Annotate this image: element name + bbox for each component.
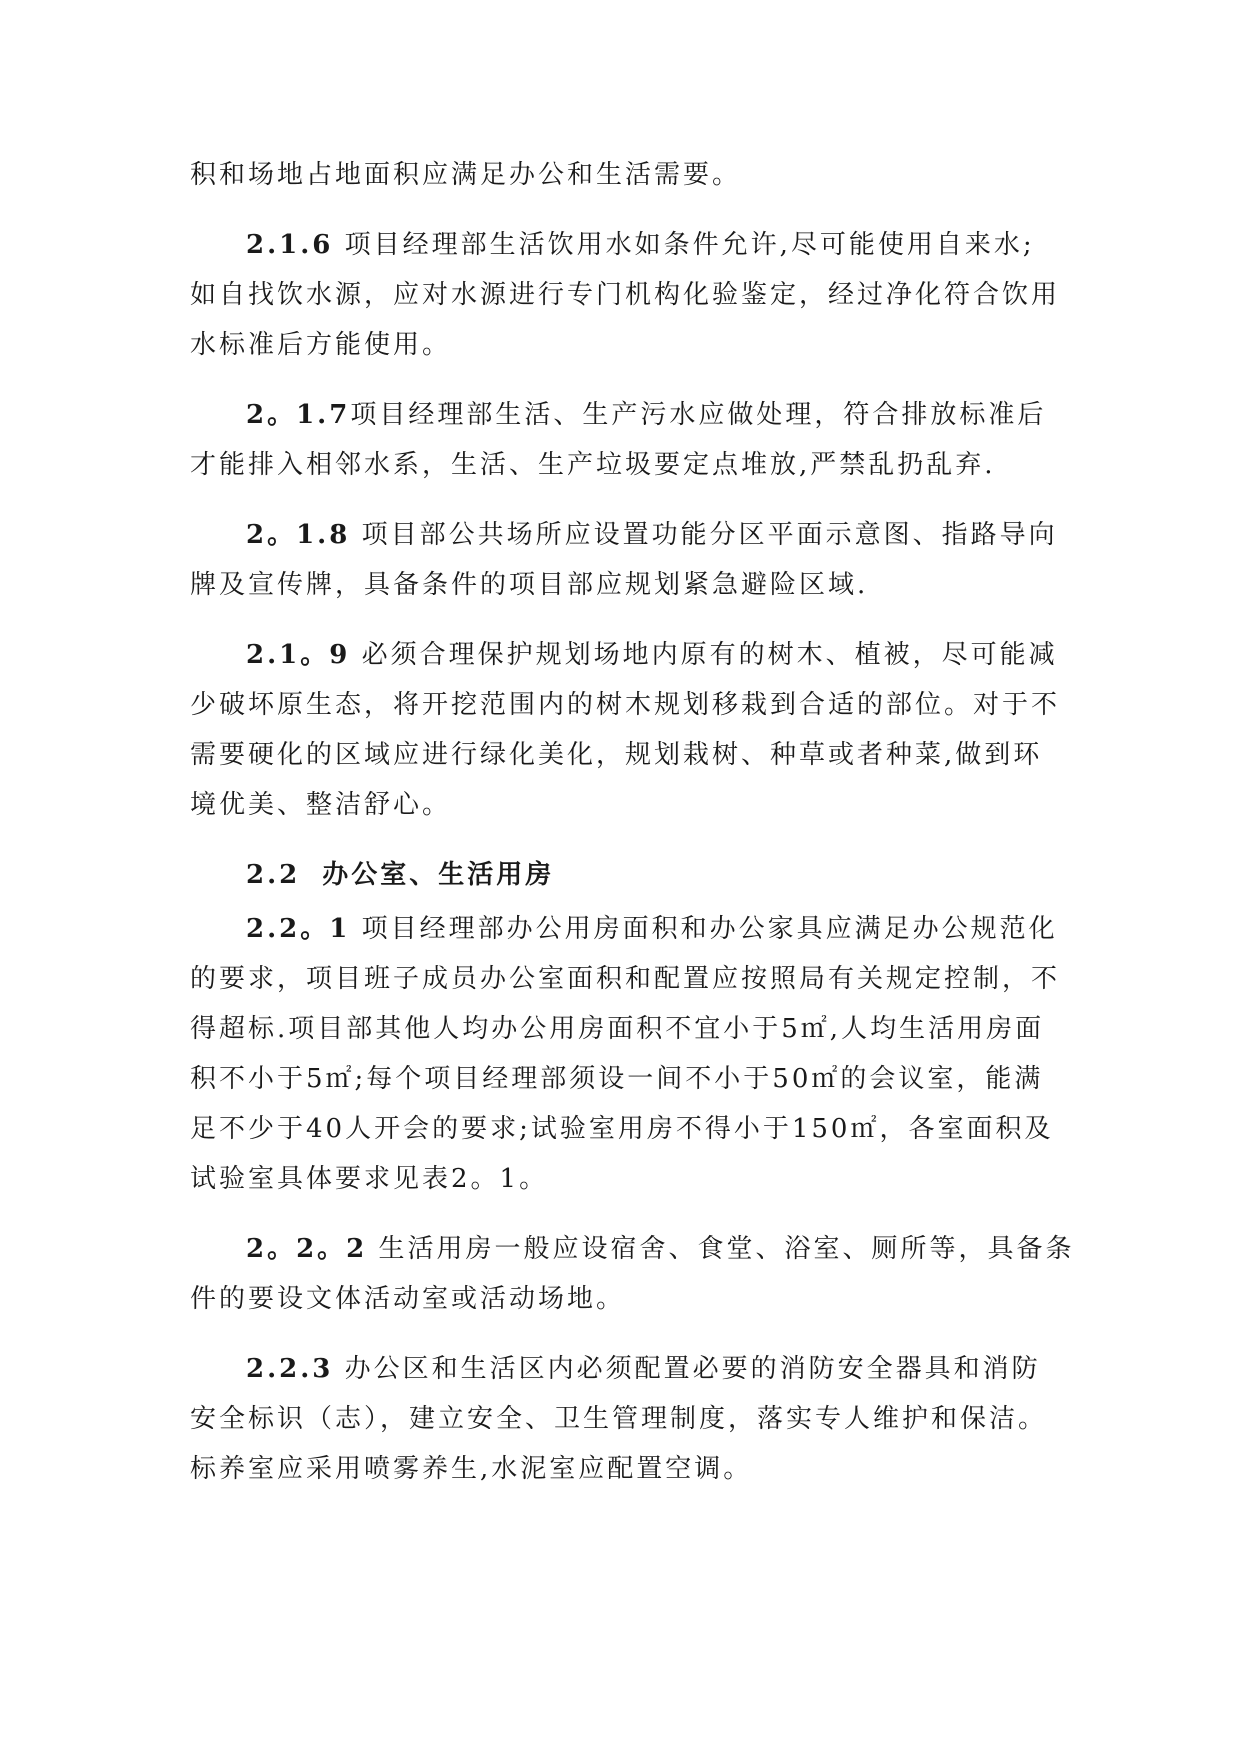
paragraph-2-1-7	[190, 390, 1070, 490]
text-line: 项目经理部生活、生产污水应做处理，符合排放标准后	[350, 400, 1047, 430]
clause-number: 2.1.6	[246, 230, 334, 260]
text-line: 积不小于5㎡;每个项目经理部须设一间不小于50㎡的会议室，能满	[190, 1064, 1044, 1094]
clause-number: 2.1。9	[246, 640, 351, 670]
text-line: 得超标.项目部其他人均办公用房面积不宜小于5㎡,人均生活用房面	[190, 1014, 1045, 1044]
paragraph-2-1-9	[190, 630, 1070, 830]
text-line: 安全标识（志），建立安全、卫生管理制度，落实专人维护和保洁。	[190, 1404, 1048, 1434]
text-line: 积和场地占地面积应满足办公和生活需要。	[190, 160, 742, 190]
section-number: 2.2	[246, 860, 301, 890]
text-line: 境优美、整洁舒心。	[190, 790, 452, 820]
clause-number: 2.2.3	[246, 1354, 334, 1384]
text-line: 少破坏原生态，将开挖范围内的树木规划移栽到合适的部位。对于不	[190, 690, 1061, 720]
text-line: 办公区和生活区内必须配置必要的消防安全器具和消防	[344, 1354, 1041, 1384]
text-line: 的要求，项目班子成员办公室面积和配置应按照局有关规定控制，不	[190, 964, 1061, 994]
text-line: 必须合理保护规划场地内原有的树木、植被，尽可能减	[361, 640, 1058, 670]
text-line: 标养室应采用喷雾养生,水泥室应配置空调。	[190, 1454, 753, 1484]
text-line: 件的要设文体活动室或活动场地。	[190, 1284, 626, 1314]
clause-number: 2。1.7	[246, 400, 351, 430]
text-line: 需要硬化的区域应进行绿化美化，规划栽树、种草或者种菜,做到环	[190, 740, 1043, 770]
paragraph-continuation	[190, 150, 1070, 200]
clause-number: 2。2。2	[246, 1234, 368, 1264]
text-line: 才能排入相邻水系，生活、生产垃圾要定点堆放,严禁乱扔乱弃.	[190, 450, 996, 480]
text-line: 足不少于40人开会的要求;试验室用房不得小于150㎡，各室面积及	[190, 1114, 1054, 1144]
section-title: 办公室、生活用房	[322, 860, 555, 890]
paragraph-2-1-6	[190, 220, 1070, 370]
text-line: 项目部公共场所应设置功能分区平面示意图、指路导向	[361, 520, 1058, 550]
text-line: 项目经理部生活饮用水如条件允许,尽可能使用自来水;	[344, 230, 1035, 260]
clause-number: 2。1.8	[246, 520, 351, 550]
paragraph-2-1-8	[190, 510, 1070, 610]
section-heading	[190, 850, 1070, 900]
text-line: 水标准后方能使用。	[190, 330, 452, 360]
text-line: 试验室具体要求见表2。1。	[190, 1164, 549, 1194]
text-line: 生活用房一般应设宿舍、食堂、浴室、厕所等，具备条	[378, 1234, 1075, 1264]
paragraph-2-2-2	[190, 1224, 1075, 1324]
text-line: 如自找饮水源，应对水源进行专门机构化验鉴定，经过净化符合饮用	[190, 280, 1061, 310]
clause-number: 2.2。1	[246, 914, 351, 944]
paragraph-2-2-1	[190, 904, 1070, 1204]
document-page	[190, 150, 1075, 1514]
text-line: 牌及宣传牌，具备条件的项目部应规划紧急避险区域.	[190, 570, 869, 600]
paragraph-2-2-3	[190, 1344, 1070, 1494]
text-line: 项目经理部办公用房面积和办公家具应满足办公规范化	[361, 914, 1058, 944]
